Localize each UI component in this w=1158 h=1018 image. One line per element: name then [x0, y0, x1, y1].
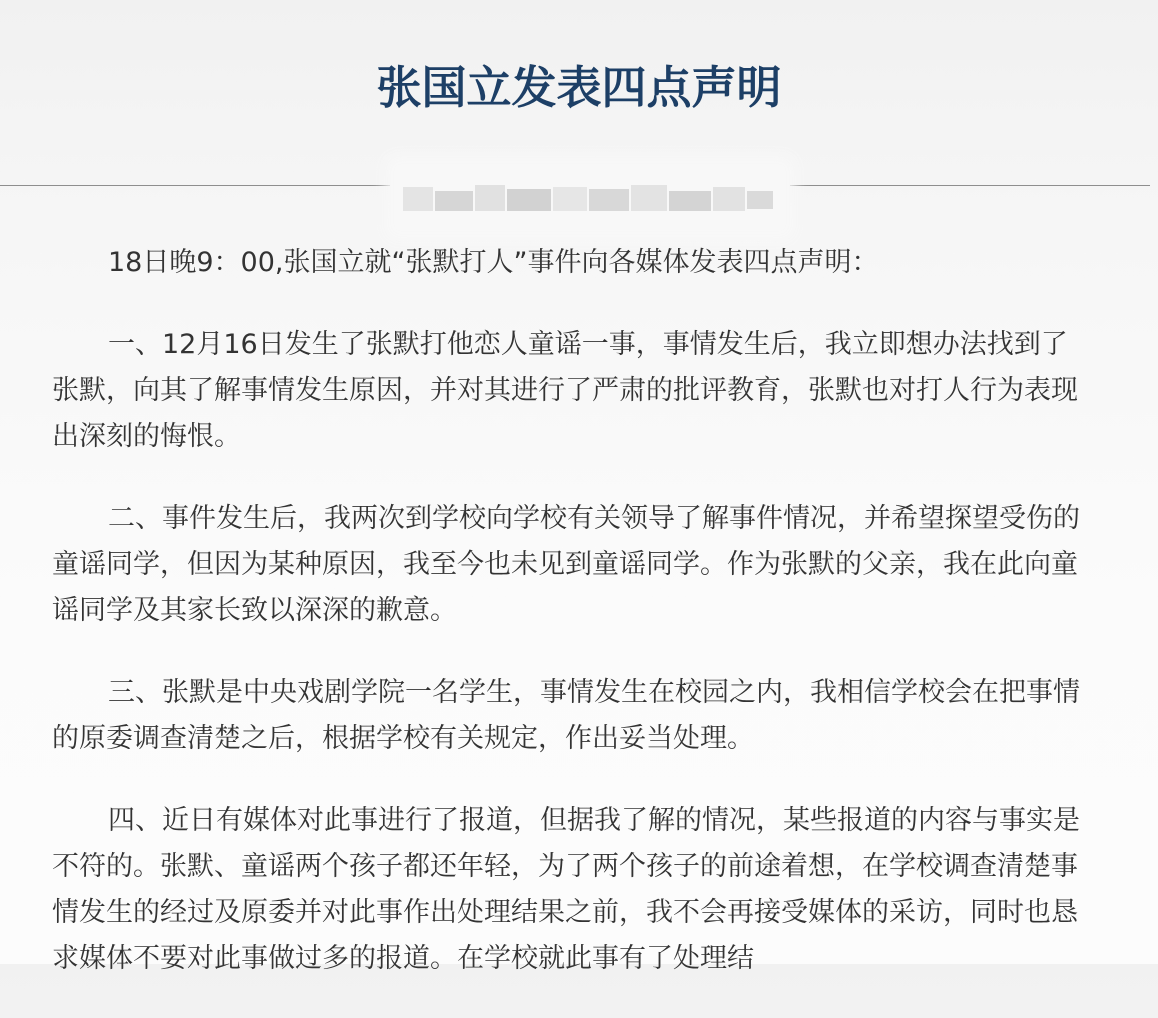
point-paragraph-3: 三、张默是中央戏剧学院一名学生，事情发生在校园之内，我相信学校会在把事情的原委调查清楚之后，根据学校有关规定，作出妥当处理。: [52, 677, 1080, 754]
blurred-byline: [395, 165, 785, 230]
point-paragraph-4: 四、近日有媒体对此事进行了报道，但据我了解的情况，某些报道的内容与事实是不符的。张默、童谣两个孩子都还年轻，为了两个孩子的前途着想，在学校调查清楚事情发生的经过及原委并对此事作出处理结果之前，我不会再接受媒体的采访，同时也恳求媒体不要对此事做过多的报道。在学校就此事有了处理结: [52, 805, 1080, 974]
title-divider-left: [0, 185, 390, 186]
point-paragraph-2: 二、事件发生后，我两次到学校向学校有关领导了解事件情况，并希望探望受伤的童谣同学，但因为某种原因，我至今也未见到童谣同学。作为张默的父亲，我在此向童谣同学及其家长致以深深的歉意。: [52, 503, 1080, 626]
point-paragraph-1: 一、12月16日发生了张默打他恋人童谣一事，事情发生后，我立即想办法找到了张默，向其了解事情发生原因，并对其进行了严肃的批评教育，张默也对打人行为表现出深刻的悔恨。: [52, 329, 1078, 452]
article-title: 张国立发表四点声明: [376, 61, 782, 114]
intro-paragraph: 18日晚9：00,张国立就“张默打人”事件向各媒体发表四点声明：: [108, 247, 879, 278]
article-body: [52, 240, 1092, 1018]
title-divider-right: [790, 185, 1150, 186]
